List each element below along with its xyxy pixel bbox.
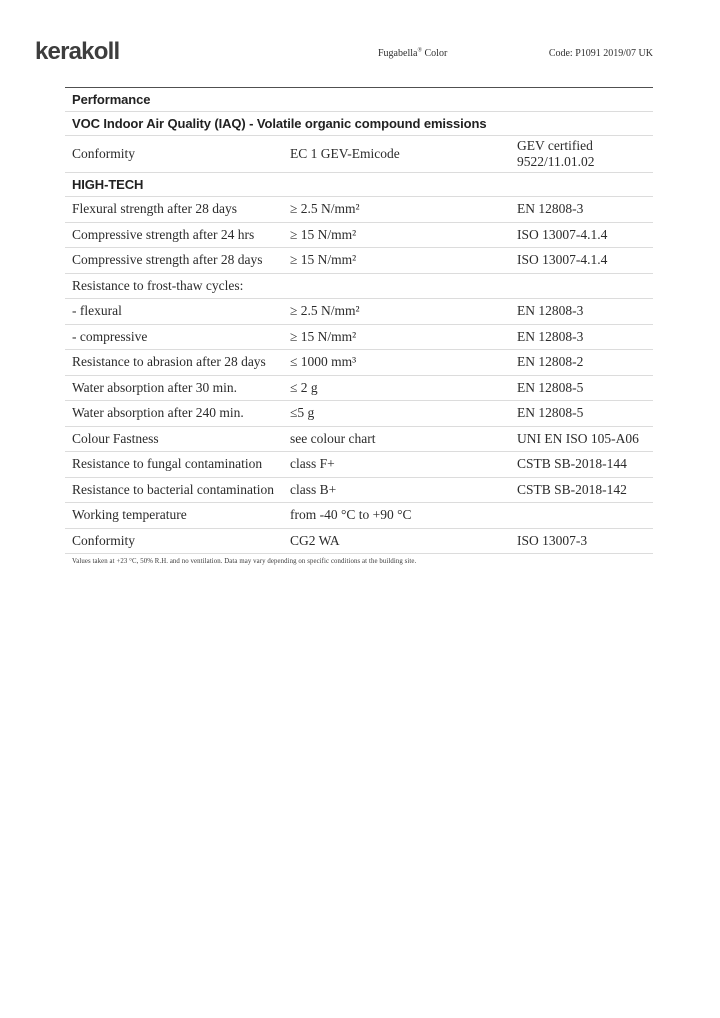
row-standard: UNI EN ISO 105-A06	[517, 430, 639, 446]
table-row	[65, 136, 653, 173]
table-row	[65, 274, 653, 300]
section-header-row	[65, 173, 653, 197]
table-row	[65, 478, 653, 504]
row-value: see colour chart	[290, 430, 376, 446]
row-value: ≤ 2 g	[290, 379, 318, 395]
document-code: Code: P1091 2019/07 UK	[548, 48, 653, 59]
table-row	[65, 197, 653, 223]
row-standard: CSTB SB-2018-144	[517, 456, 627, 472]
row-standard	[517, 284, 653, 288]
performance-table	[65, 87, 653, 554]
row-standard: ISO 13007-4.1.4	[517, 226, 608, 242]
row-standard: EN 12808-2	[517, 354, 584, 370]
table-row	[65, 248, 653, 274]
row-value: class B+	[290, 481, 337, 497]
product-title-name: Fugabella	[378, 48, 418, 59]
row-property: - flexural	[72, 303, 122, 319]
footnote: Values taken at +23 °C, 50% R.H. and no ventilation. Data may vary depending on specific conditions at the building site.	[72, 558, 417, 565]
row-standard: EN 12808-3	[517, 303, 584, 319]
row-property: Flexural strength after 28 days	[72, 201, 237, 217]
row-value: ≥ 15 N/mm²	[290, 252, 357, 268]
row-property: Compressive strength after 24 hrs	[72, 226, 255, 242]
row-value: from -40 °C to +90 °C	[290, 507, 412, 523]
row-standard: GEV certified 9522/11.01.02	[517, 138, 595, 169]
row-value: ≥ 15 N/mm²	[290, 226, 357, 242]
row-standard: EN 12808-5	[517, 379, 584, 395]
product-title	[378, 48, 447, 59]
table-row	[65, 529, 653, 555]
row-value: EC 1 GEV-Emicode	[290, 146, 400, 161]
row-standard: EN 12808-5	[517, 405, 584, 421]
section-label: Performance	[72, 92, 151, 107]
row-property: Resistance to fungal contamination	[72, 456, 263, 472]
table-row	[65, 503, 653, 529]
table-row	[65, 401, 653, 427]
table-row	[65, 223, 653, 249]
table-row	[65, 325, 653, 351]
row-value: ≥ 2.5 N/mm²	[290, 201, 360, 217]
row-standard: EN 12808-3	[517, 328, 584, 344]
row-standard: EN 12808-3	[517, 201, 584, 217]
row-property: Water absorption after 30 min.	[72, 379, 237, 395]
row-standard: CSTB SB-2018-142	[517, 481, 627, 497]
section-label: HIGH-TECH	[72, 177, 144, 192]
registered-trademark-symbol: ®	[417, 47, 422, 54]
row-property: Colour Fastness	[72, 430, 159, 446]
row-value: ≥ 15 N/mm²	[290, 328, 357, 344]
section-header-row	[65, 112, 653, 136]
row-property: Conformity	[72, 146, 135, 161]
row-property: Water absorption after 240 min.	[72, 405, 244, 421]
row-value: ≤5 g	[290, 405, 315, 421]
section-header-row	[65, 88, 653, 112]
kerakoll-logo: kerakoll	[35, 38, 120, 65]
table-row	[65, 376, 653, 402]
row-property: Resistance to abrasion after 28 days	[72, 354, 266, 370]
row-property: Compressive strength after 28 days	[72, 252, 263, 268]
table-row	[65, 452, 653, 478]
section-label: VOC Indoor Air Quality (IAQ) - Volatile organic compound emissions	[72, 116, 487, 131]
row-value	[290, 284, 517, 288]
row-value: CG2 WA	[290, 532, 340, 548]
table-row	[65, 350, 653, 376]
row-property: - compressive	[72, 328, 148, 344]
table-row	[65, 299, 653, 325]
row-standard	[517, 513, 653, 517]
table-row	[65, 427, 653, 453]
row-value: class F+	[290, 456, 335, 472]
row-property: Working temperature	[72, 507, 187, 523]
row-standard: ISO 13007-4.1.4	[517, 252, 608, 268]
product-title-suffix: Color	[422, 48, 448, 59]
row-property: Conformity	[72, 532, 135, 548]
row-value: ≤ 1000 mm³	[290, 354, 357, 370]
row-standard: ISO 13007-3	[517, 532, 588, 548]
row-value: ≥ 2.5 N/mm²	[290, 303, 360, 319]
row-property: Resistance to frost-thaw cycles:	[72, 277, 244, 293]
row-property: Resistance to bacterial contamination	[72, 481, 275, 497]
